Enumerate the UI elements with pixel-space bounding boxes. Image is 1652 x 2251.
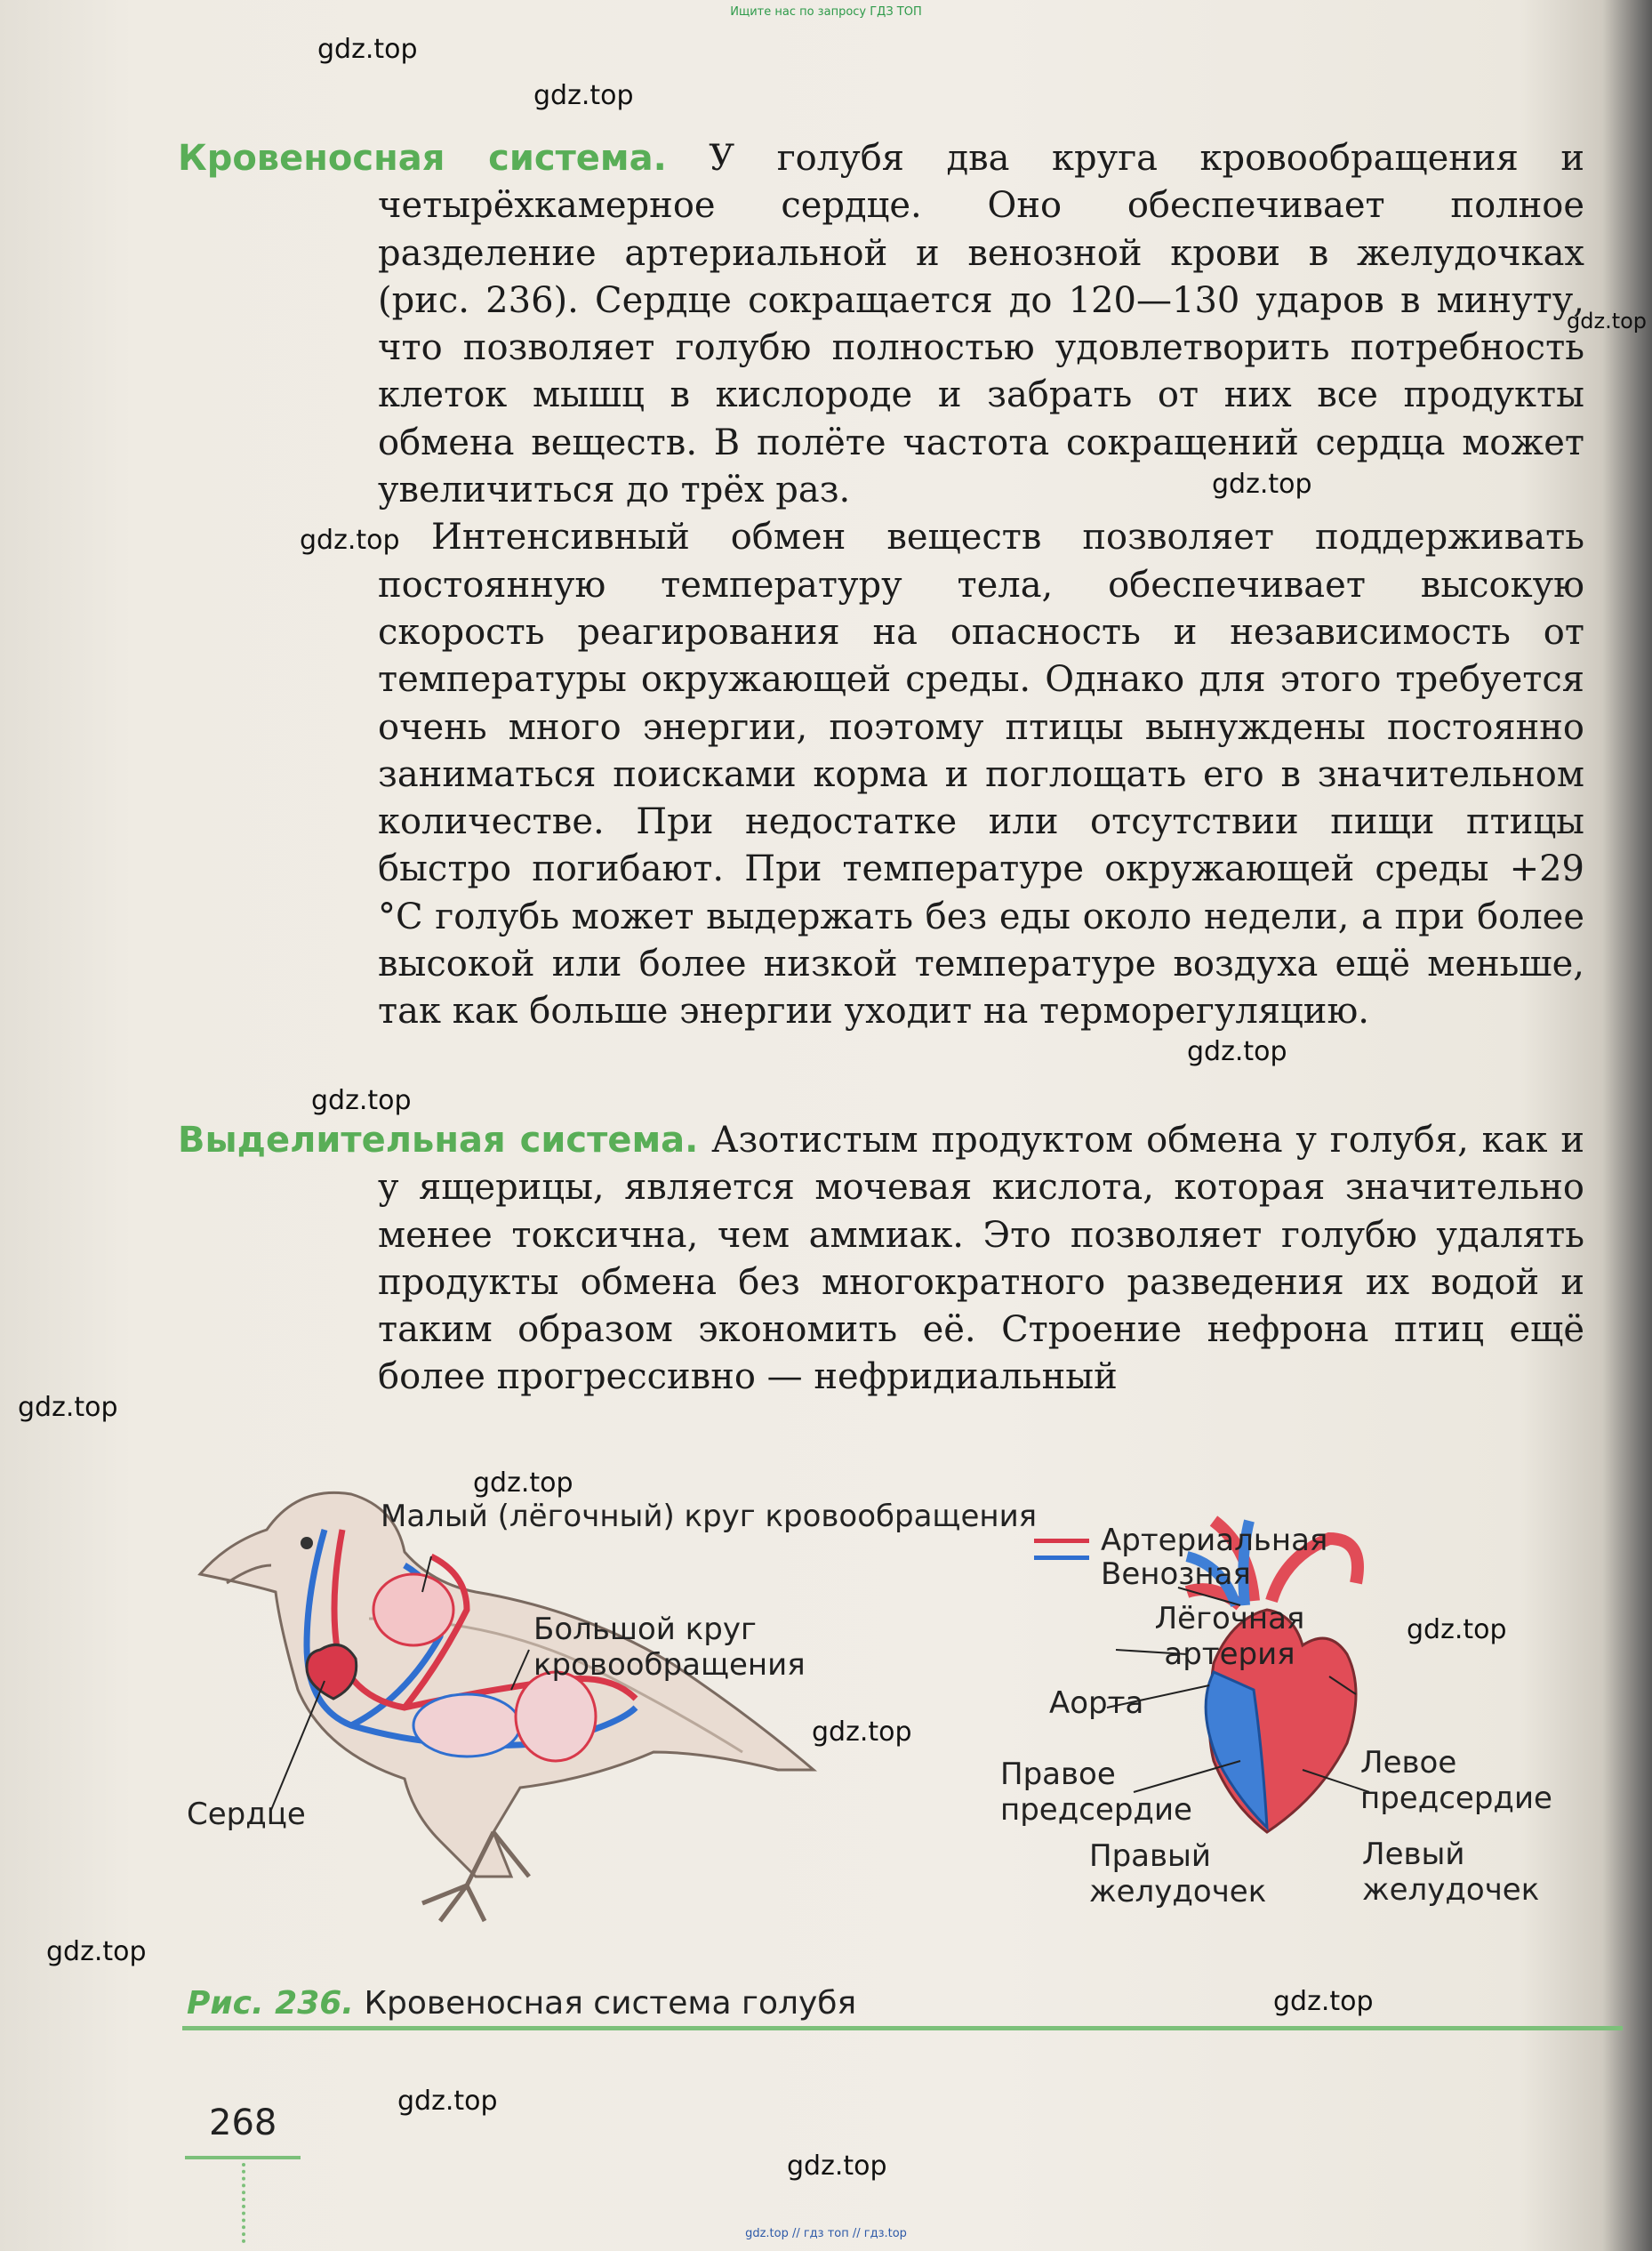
label-left-atrium: Левое предсердие — [1360, 1745, 1552, 1816]
caption-rule — [182, 2026, 1623, 2030]
watermark: gdz.top — [300, 525, 400, 556]
watermark: gdz.top — [1407, 1614, 1507, 1645]
circulatory-paragraph-2 — [178, 514, 1584, 1035]
label-heart: Сердце — [187, 1797, 306, 1832]
section-circulatory — [178, 135, 1584, 1036]
watermark: gdz.top — [533, 80, 634, 111]
excretory-paragraph — [178, 1117, 1584, 1402]
watermark: gdz.top — [1273, 1986, 1374, 2017]
watermark: gdz.top — [317, 34, 418, 65]
label-right-atrium: Правое предсердие — [1000, 1757, 1192, 1828]
label-aorta: Аорта — [1049, 1685, 1144, 1721]
watermark: gdz.top — [812, 1716, 912, 1748]
watermark: gdz.top — [473, 1467, 573, 1499]
watermark: gdz.top — [1567, 309, 1648, 334]
watermark: gdz.top — [18, 1392, 118, 1423]
label-right-ventricle: Правый желудочек — [1089, 1838, 1267, 1909]
label-pulmonary-artery: Лёгочная артерия — [1154, 1601, 1305, 1672]
legend-arterial-swatch — [1034, 1539, 1089, 1543]
excretory-text: Азотистым продуктом обмена у голубя, как и у ящерицы, является мочевая кислота, которая значительно менее токсична, чем аммиак. Это позволяет голубю удалять продукты обмена без многократного разведения их водой и таким образом экономить её. Строение нефрона птиц ещё более прогрессивно — нефридиальный — [378, 1120, 1584, 1398]
watermark: gdz.top — [397, 2086, 498, 2117]
figure-number: Рис. 236. — [187, 1985, 354, 2022]
body-capillaries — [413, 1694, 520, 1757]
legend-venous-swatch — [1034, 1556, 1089, 1560]
watermark: gdz.top — [1187, 1036, 1287, 1067]
label-small-circle: Малый (лёгочный) круг кровообращения — [381, 1499, 1038, 1534]
page-number-rule — [185, 2156, 301, 2159]
lung-capillaries — [373, 1574, 453, 1645]
bottom-banner: gdz.top // гдз топ // гдз.top — [745, 2227, 907, 2240]
figure-title: Кровеносная система голубя — [364, 1985, 857, 2022]
watermark: gdz.top — [46, 1936, 147, 1967]
label-arterial: Артериальная — [1101, 1523, 1328, 1558]
watermark: gdz.top — [787, 2151, 887, 2182]
circulatory-paragraph-1 — [178, 135, 1584, 514]
top-banner: Ищите нас по запросу ГДЗ ТОП — [730, 5, 922, 19]
watermark: gdz.top — [1212, 469, 1312, 500]
heading-circulatory: Кровеносная система. — [178, 138, 667, 179]
leg-capillaries — [516, 1672, 596, 1761]
circulatory-text-1: У голубя два круга кровообращения и четырёхкамерное сердце. Оно обеспечивает полное разделение артериальной и венозной крови в желудочках (рис. 236). Сердце сокращается до 120—130 ударов в минуту, что позволяет голубю полностью удовлетворить потребность клеток мышц в кислороде и забрать от них все продукты обмена веществ. В полёте частота сокращений сердца может увеличиться до трёх раз. — [378, 138, 1585, 511]
figure-caption — [187, 1985, 856, 2022]
label-left-ventricle: Левый желудочек — [1362, 1837, 1540, 1908]
figure-236 — [173, 1459, 1596, 1992]
watermark: gdz.top — [311, 1085, 412, 1116]
section-excretory — [178, 1117, 1584, 1402]
circulatory-text-2: Интенсивный обмен веществ позволяет поддерживать постоянную температуру тела, обеспечивает высокую скорость реагирования на опасность и независимость от температуры окружающей среды. Однако для этого требуется очень много энергии, поэтому птицы вынуждены постоянно заниматься поисками корма и поглощать его в значительном количестве. При недостатке или отсутствии пищи птицы быстро погибают. При температуре окружающей среды +29 °С голубь может выдержать без еды около недели, а при более высокой или более низкой температуре воздуха ещё меньше, так как больше энергии уходит на терморегуляцию. — [378, 517, 1584, 1033]
pigeon-circulation-diagram — [173, 1459, 1596, 1992]
heading-excretory: Выделительная система. — [178, 1120, 699, 1161]
label-venous: Венозная — [1101, 1556, 1251, 1592]
page-number: 268 — [209, 2102, 277, 2143]
label-big-circle: Большой круг кровообращения — [533, 1612, 806, 1683]
